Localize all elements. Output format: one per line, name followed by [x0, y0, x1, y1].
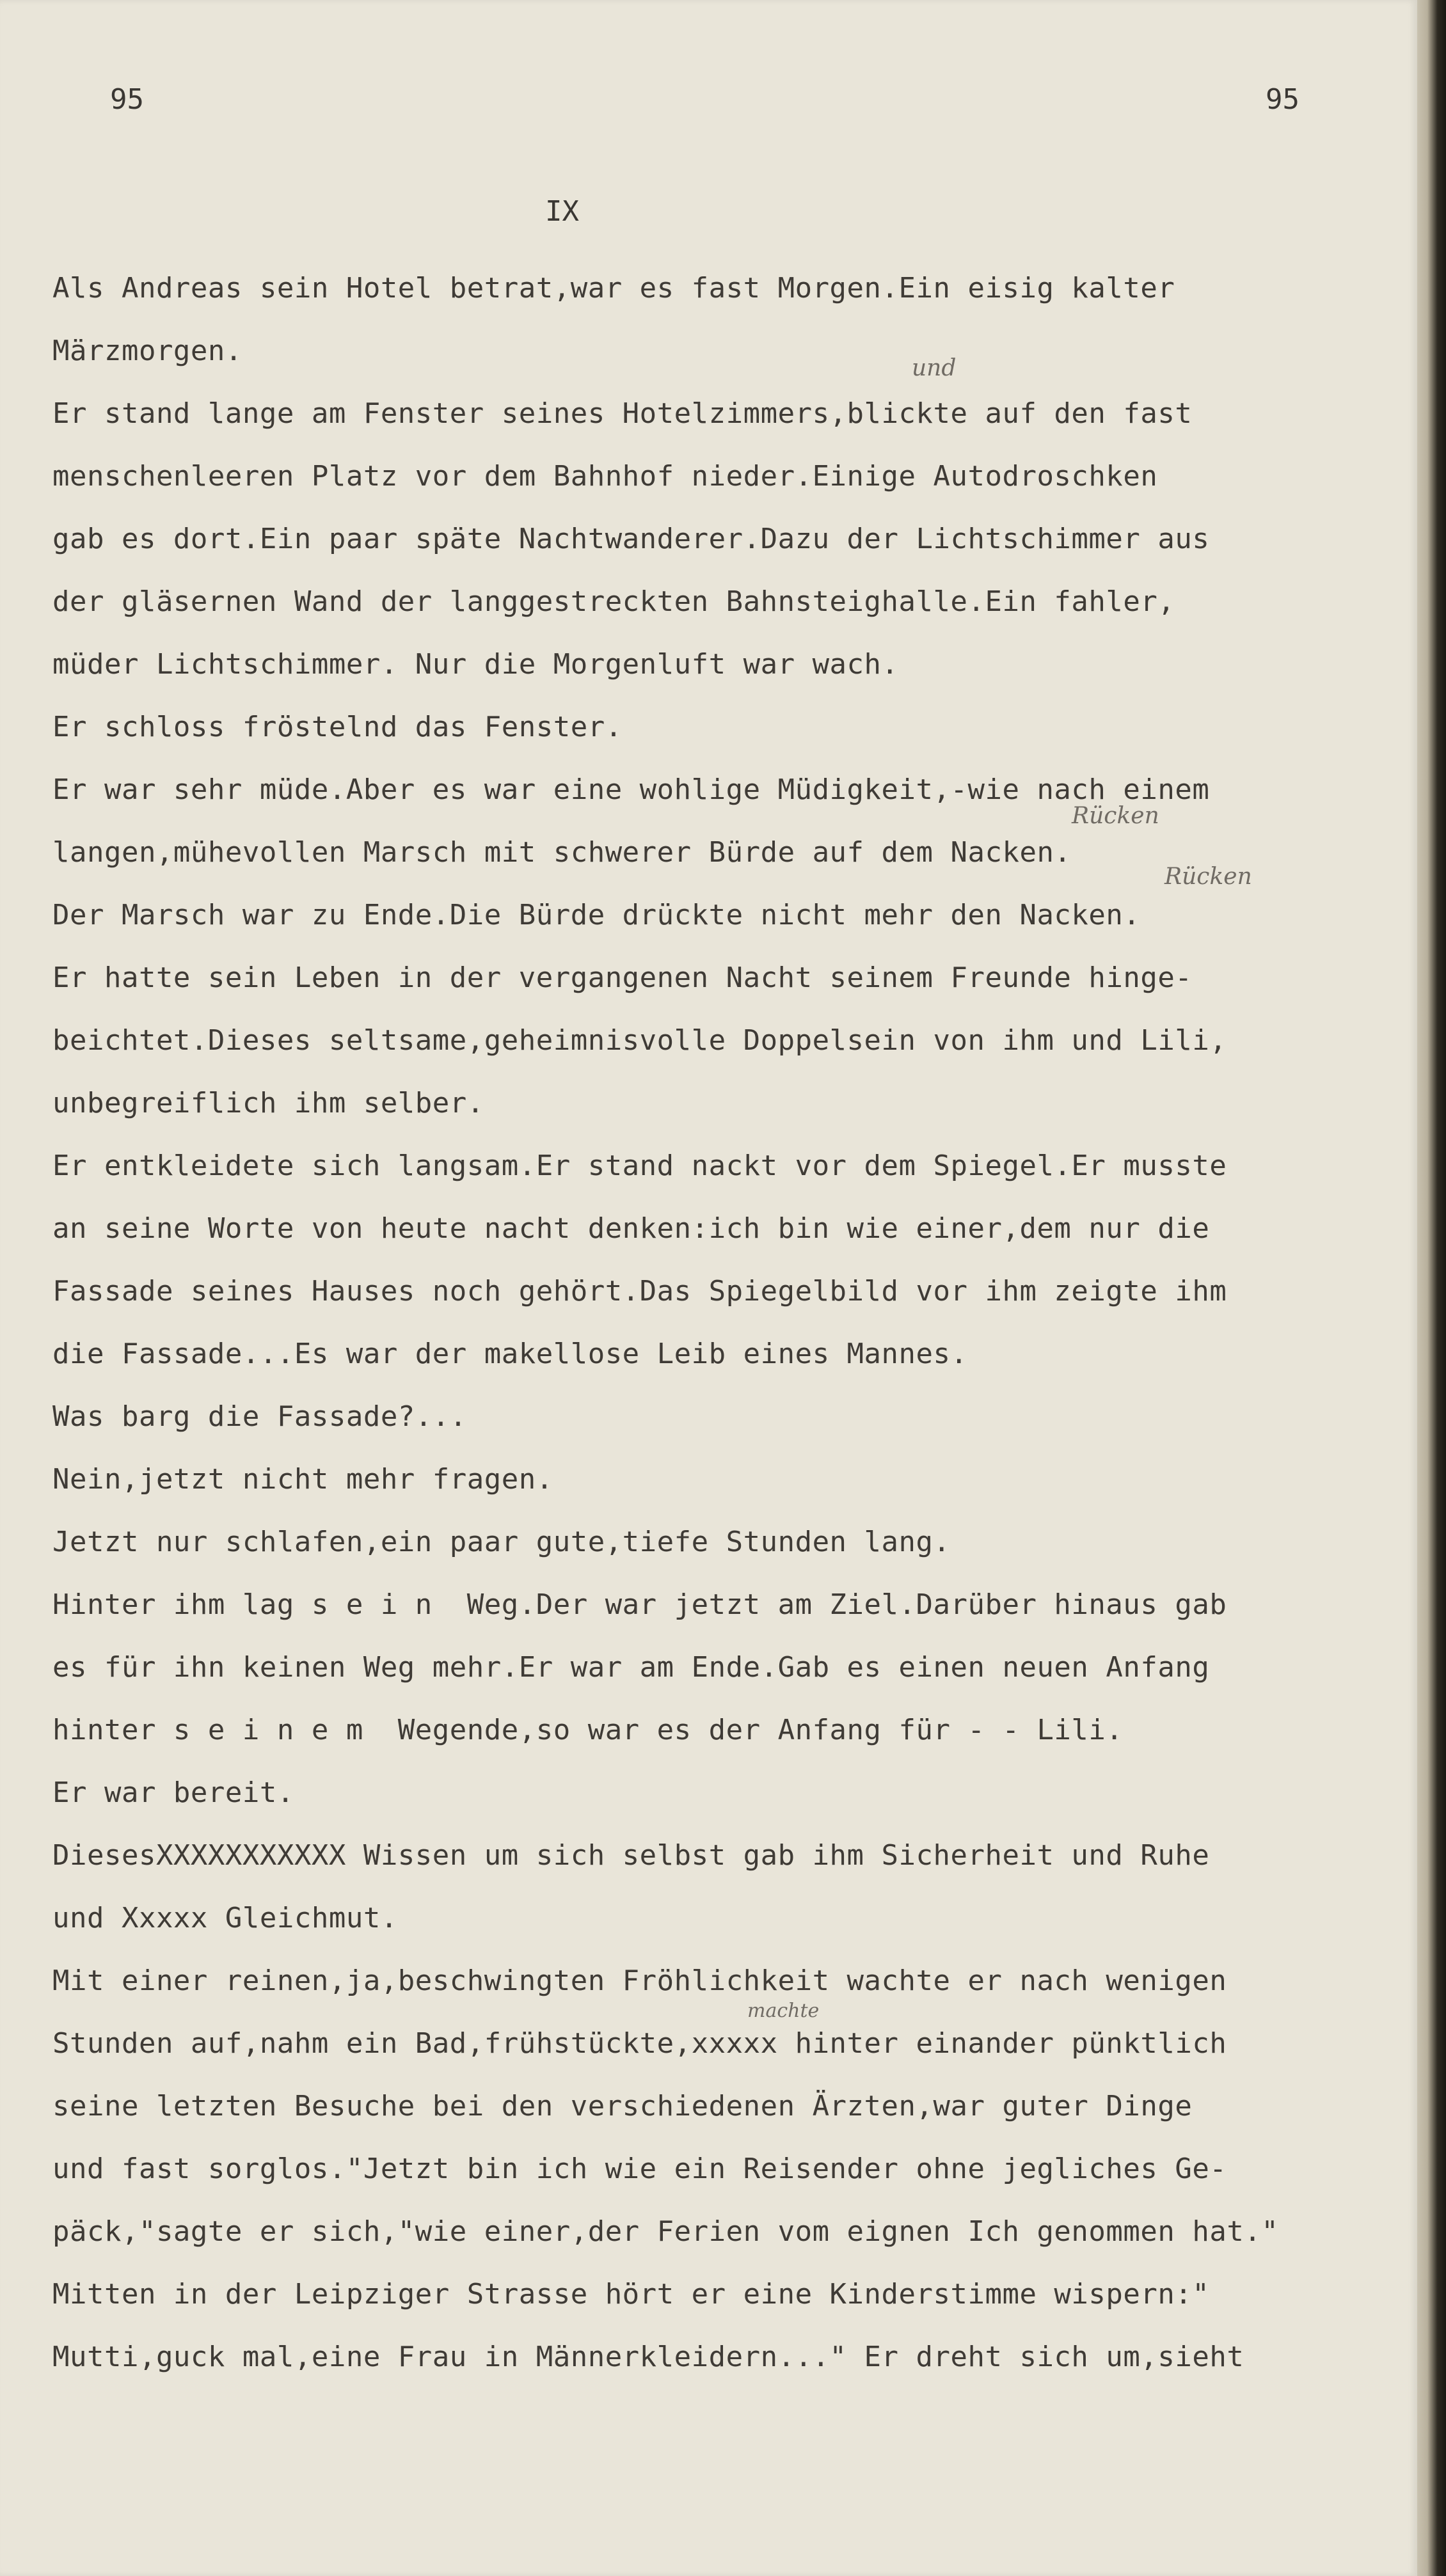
- text-line: unbegreiflich ihm selber.: [52, 1087, 484, 1119]
- text-line: Nein,jetzt nicht mehr fragen.: [52, 1463, 553, 1496]
- text-line: Märzmorgen.: [52, 335, 242, 367]
- text-line: Was barg die Fassade?...: [52, 1400, 467, 1433]
- text-line: Mit einer reinen,ja,beschwingten Fröhlichkeit wachte er nach wenigen: [52, 1964, 1227, 1997]
- text-line: Als Andreas sein Hotel betrat,war es fast Morgen.Ein eisig kalter: [52, 272, 1175, 304]
- text-line: menschenleeren Platz vor dem Bahnhof nieder.Einige Autodroschken: [52, 460, 1158, 493]
- text-line: an seine Worte von heute nacht denken:ich bin wie einer,dem nur die: [52, 1212, 1210, 1245]
- text-line: und Xxxxx Gleichmut.: [52, 1902, 398, 1934]
- handwritten-insertion: Rücken: [1072, 803, 1159, 829]
- text-line: DiesesXXXXXXXXXXX Wissen um sich selbst gab ihm Sicherheit und Ruhe: [52, 1839, 1210, 1872]
- binding-edge: [1417, 0, 1446, 2576]
- text-line: Er entkleidete sich langsam.Er stand nackt vor dem Spiegel.Er musste: [52, 1150, 1227, 1182]
- text-line: Stunden auf,nahm ein Bad,frühstückte,xxxxx hinter einander pünktlich: [52, 2027, 1227, 2060]
- text-line: beichtet.Dieses seltsame,geheimnisvolle Doppelsein von ihm und Lili,: [52, 1024, 1227, 1057]
- text-line: der gläsernen Wand der langgestreckten Bahnsteighalle.Ein fahler,: [52, 585, 1175, 618]
- text-line: Mutti,guck mal,eine Frau in Männerkleidern..." Er dreht sich um,sieht: [52, 2341, 1244, 2373]
- text-line: seine letzten Besuche bei den verschiedenen Ärzten,war guter Dinge: [52, 2090, 1193, 2122]
- handwritten-insertion: Rücken: [1164, 864, 1252, 890]
- text-line: müder Lichtschimmer. Nur die Morgenluft war wach.: [52, 648, 899, 681]
- text-line: Er hatte sein Leben in der vergangenen Nacht seinem Freunde hinge-: [52, 961, 1193, 994]
- page-number-left: 95: [110, 83, 144, 116]
- text-line: hinter s e i n e m Wegende,so war es der Anfang für - - Lili.: [52, 1714, 1124, 1746]
- page-number-right: 95: [1266, 83, 1299, 116]
- typescript-body: [52, 257, 1396, 2389]
- chapter-heading: IX: [545, 195, 579, 228]
- text-line: Jetzt nur schlafen,ein paar gute,tiefe Stunden lang.: [52, 1526, 951, 1558]
- handwritten-insertion: und: [912, 355, 957, 381]
- text-line: die Fassade...Es war der makellose Leib eines Mannes.: [52, 1338, 968, 1370]
- text-line: Hinter ihm lag s e i n Weg.Der war jetzt am Ziel.Darüber hinaus gab: [52, 1588, 1227, 1621]
- text-line: Er schloss fröstelnd das Fenster.: [52, 711, 623, 743]
- text-line: Fassade seines Hauses noch gehört.Das Spiegelbild vor ihm zeigte ihm: [52, 1275, 1227, 1308]
- text-line: päck,"sagte er sich,"wie einer,der Ferien vom eignen Ich genommen hat.": [52, 2215, 1279, 2248]
- text-line: Mitten in der Leipziger Strasse hört er eine Kinderstimme wispern:": [52, 2278, 1210, 2311]
- text-line: Er war bereit.: [52, 1776, 294, 1809]
- handwritten-insertion: machte: [747, 2000, 820, 2022]
- text-line: langen,mühevollen Marsch mit schwerer Bürde auf dem Nacken.: [52, 836, 1072, 869]
- text-line: gab es dort.Ein paar späte Nachtwanderer.Dazu der Lichtschimmer aus: [52, 523, 1210, 555]
- text-line: Der Marsch war zu Ende.Die Bürde drückte nicht mehr den Nacken.: [52, 899, 1141, 931]
- text-line: es für ihn keinen Weg mehr.Er war am Ende.Gab es einen neuen Anfang: [52, 1651, 1210, 1684]
- text-line: Er war sehr müde.Aber es war eine wohlige Müdigkeit,-wie nach einem: [52, 773, 1210, 806]
- text-line: und fast sorglos."Jetzt bin ich wie ein Reisender ohne jegliches Ge-: [52, 2153, 1227, 2185]
- text-line: Er stand lange am Fenster seines Hotelzimmers,blickte auf den fast: [52, 397, 1193, 430]
